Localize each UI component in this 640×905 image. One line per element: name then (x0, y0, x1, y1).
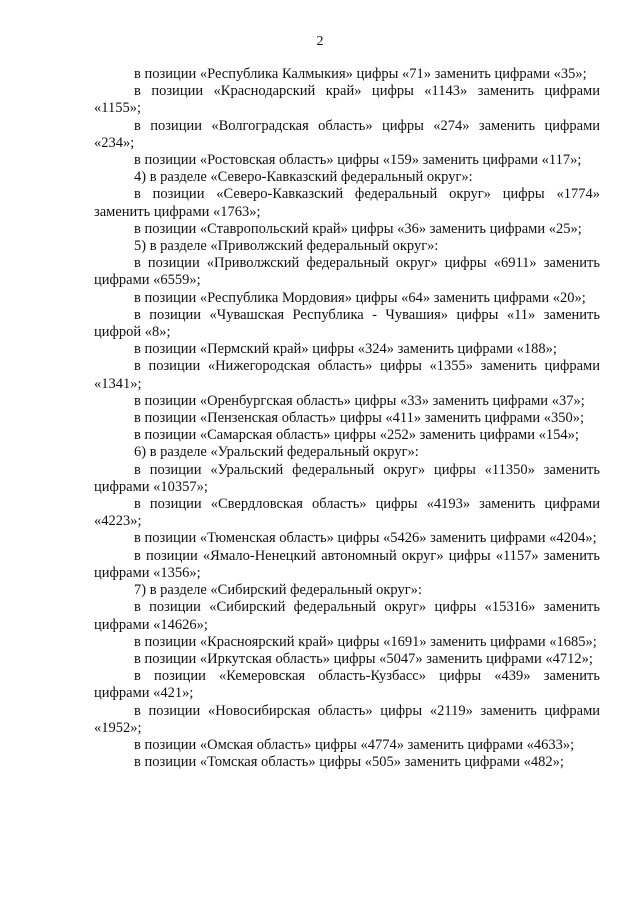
paragraph: в позиции «Красноярский край» цифры «1691» заменить цифрами «1685»; (134, 633, 597, 650)
paragraph: в позиции «Омская область» цифры «4774» заменить цифрами «4633»; (134, 736, 575, 753)
paragraph: в позиции «Самарская область» цифры «252» заменить цифрами «154»; (134, 427, 579, 444)
paragraph: в позиции «Сибирский федеральный округ» цифры «15316» заменить цифрами «14626»; (94, 599, 600, 633)
paragraph: в позиции «Пензенская область» цифры «411» заменить цифрами «350»; (134, 410, 585, 427)
paragraph: в позиции «Приволжский федеральный округ» цифры «6911» заменить цифрами «6559»; (94, 255, 600, 289)
paragraph: в позиции «Уральский федеральный округ» цифры «11350» заменить цифрами «10357»; (94, 461, 600, 495)
paragraph: в позиции «Северо-Кавказский федеральный округ» цифры «1774» заменить цифрами «1763»; (94, 186, 600, 220)
paragraph: в позиции «Иркутская область» цифры «5047» заменить цифрами «4712»; (134, 650, 593, 667)
paragraph: в позиции «Томская область» цифры «505» заменить цифрами «482»; (134, 754, 564, 771)
paragraph: в позиции «Волгоградская область» цифры «274» заменить цифрами «234»; (94, 117, 600, 151)
paragraph: в позиции «Пермский край» цифры «324» заменить цифрами «188»; (134, 341, 557, 358)
paragraph: в позиции «Республика Калмыкия» цифры «71» заменить цифрами «35»; (134, 66, 587, 82)
paragraph: в позиции «Ямало-Ненецкий автономный округ» цифры «1157» заменить цифрами «1356»; (94, 547, 600, 581)
paragraph: в позиции «Нижегородская область» цифры «1355» заменить цифрами «1341»; (94, 358, 600, 392)
page-number: 2 (316, 34, 324, 49)
paragraph: в позиции «Краснодарский край» цифры «1143» заменить цифрами «1155»; (94, 83, 600, 117)
paragraph: в позиции «Республика Мордовия» цифры «64» заменить цифрами «20»; (134, 289, 586, 306)
section-heading: 5) в разделе «Приволжский федеральный округ»: (134, 238, 439, 255)
paragraph: в позиции «Свердловская область» цифры «4193» заменить цифрами «4223»; (94, 496, 600, 530)
paragraph: в позиции «Ставропольский край» цифры «36» заменить цифрами «25»; (134, 220, 582, 237)
document-body (94, 66, 600, 771)
section-heading: 6) в разделе «Уральский федеральный округ»: (134, 444, 419, 461)
section-heading: 4) в разделе «Северо-Кавказский федеральный округ»: (134, 169, 473, 186)
paragraph: в позиции «Ростовская область» цифры «159» заменить цифрами «117»; (134, 152, 582, 169)
section-heading: 7) в разделе «Сибирский федеральный округ»: (134, 582, 422, 599)
paragraph: в позиции «Оренбургская область» цифры «33» заменить цифрами «37»; (134, 392, 585, 409)
paragraph: в позиции «Новосибирская область» цифры «2119» заменить цифрами «1952»; (94, 702, 600, 736)
paragraph: в позиции «Тюменская область» цифры «5426» заменить цифрами «4204»; (134, 530, 597, 547)
paragraph: в позиции «Кемеровская область-Кузбасс» цифры «439» заменить цифрами «421»; (94, 668, 600, 702)
paragraph: в позиции «Чувашская Республика - Чувашия» цифры «11» заменить цифрой «8»; (94, 306, 600, 341)
